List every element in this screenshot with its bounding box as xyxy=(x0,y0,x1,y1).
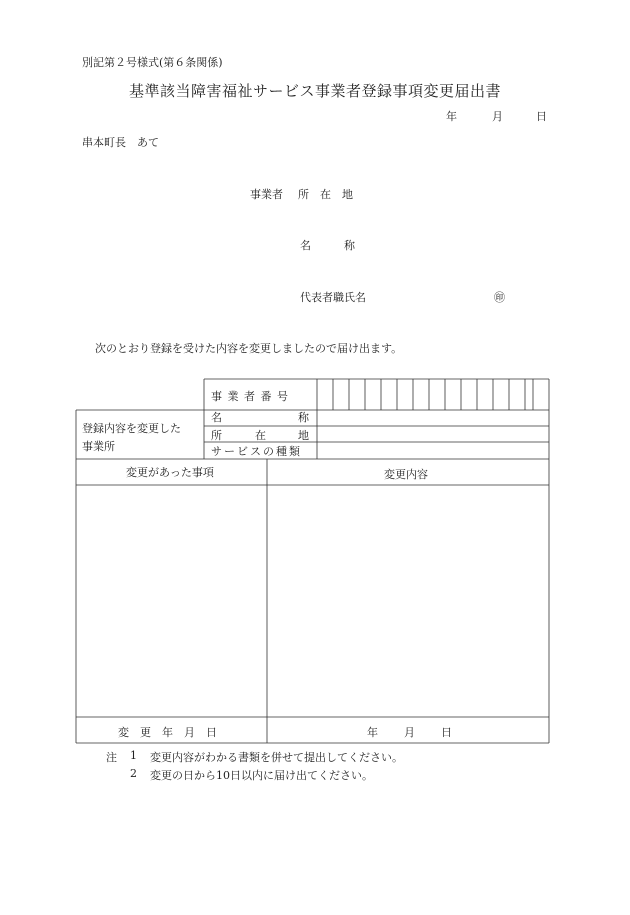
note-1-number: 1 xyxy=(130,749,137,762)
seal-mark: ㊞ xyxy=(494,291,505,304)
address-label-b: 在 xyxy=(255,429,266,442)
form-id: 別記第２号様式(第６条関係) xyxy=(82,56,223,69)
change-date-label: 変 更 年 月 日 xyxy=(118,726,217,739)
notes-prefix: 注 xyxy=(106,751,117,764)
applicant-address-label: 所 在 地 xyxy=(298,188,353,201)
date-month: 月 xyxy=(492,110,503,123)
page-title: 基準該当障害福祉サービス事業者登録事項変更届出書 xyxy=(128,82,501,100)
date-year: 年 xyxy=(446,110,457,123)
applicant-name-label: 名 称 xyxy=(300,239,355,252)
note-2-text: 変更の日から10日以内に届け出てください。 xyxy=(150,769,373,782)
changed-office-label-line2: 事業所 xyxy=(82,440,115,453)
submission-date xyxy=(446,108,547,124)
name-label-b: 称 xyxy=(298,411,309,424)
applicant-address-row xyxy=(250,186,353,202)
note-1-text: 変更内容がわかる書類を併せて提出してください。 xyxy=(150,751,403,764)
changed-office-label-line1: 登録内容を変更した xyxy=(82,422,181,435)
change-date-day: 日 xyxy=(441,726,452,739)
name-label-a: 名 xyxy=(211,411,222,424)
change-date-year: 年 xyxy=(367,726,378,739)
applicant-rep-label: 代表者職氏名 xyxy=(300,291,366,304)
statement: 次のとおり登録を受けた内容を変更しましたので届け出ます。 xyxy=(95,342,403,355)
business-number-label: 事 業 者 番 号 xyxy=(211,390,289,403)
note-2-number: 2 xyxy=(130,767,137,780)
address-label-c: 地 xyxy=(298,429,309,442)
date-day: 日 xyxy=(536,110,547,123)
address-label-a: 所 xyxy=(211,429,222,442)
changed-items-header: 変更があった事項 xyxy=(126,466,214,479)
service-type-label: サービスの種類 xyxy=(211,445,302,458)
changes-header: 変更内容 xyxy=(384,468,428,481)
addressee: 串本町長 あて xyxy=(82,136,159,149)
change-date-month: 月 xyxy=(404,726,415,739)
applicant-prefix: 事業者 xyxy=(250,188,283,201)
